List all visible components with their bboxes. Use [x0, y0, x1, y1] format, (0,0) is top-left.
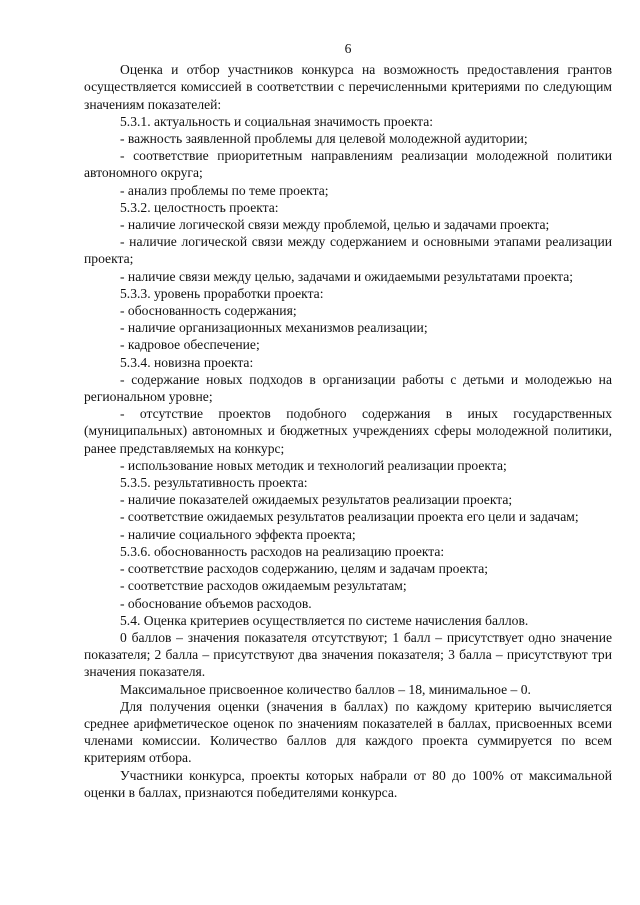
indicator-item: - анализ проблемы по теме проекта;	[120, 182, 329, 198]
criterion-heading-5-3-2: 5.3.2. целостность проекта:	[120, 199, 279, 215]
averaging-rule: Для получения оценки (значения в баллах) по каждому критерию вычисляется среднее арифметическое оценок по значениям показателей в баллах, присвоенных всеми членами комиссии. Количество баллов для каждого проекта суммируется по всем критериям отбора.	[84, 698, 612, 766]
indicator-item: - наличие организационных механизмов реализации;	[120, 320, 428, 336]
indicator-item: - обоснованность содержания;	[120, 303, 297, 319]
scoring-scale: 0 баллов – значения показателя отсутствуют; 1 балл – присутствует одно значение показателя; 2 балла – присутствуют два значения показателя; 3 балла – присутствуют три значения показателя.	[84, 629, 612, 680]
criterion-heading-5-3-6: 5.3.6. обоснованность расходов на реализацию проекта:	[120, 543, 445, 559]
indicator-item: - обоснование объемов расходов.	[120, 595, 312, 611]
indicator-item: - содержание новых подходов в организации работы с детьми и молодежью на региональном уровне;	[84, 371, 612, 405]
max-score-note: Максимальное присвоенное количество баллов – 18, минимальное – 0.	[120, 681, 531, 697]
indicator-item: - отсутствие проектов подобного содержания в иных государственных (муниципальных) автономных и бюджетных учреждениях сферы молодежной политики, ранее представляемых на конкурс;	[84, 406, 612, 456]
indicator-item: - соответствие расходов ожидаемым результатам;	[120, 578, 407, 594]
section-5-4: 5.4. Оценка критериев осуществляется по системе начисления баллов.	[120, 612, 529, 628]
criterion-heading-5-3-3: 5.3.3. уровень проработки проекта:	[120, 285, 324, 301]
indicator-item: - соответствие приоритетным направлениям реализации молодежной политики автономного округа;	[84, 148, 612, 181]
criterion-heading-5-3-5: 5.3.5. результативность проекта:	[120, 475, 308, 491]
indicator-item: - кадровое обеспечение;	[120, 337, 260, 353]
indicator-item: - наличие логической связи между содержанием и основными этапами реализации проекта;	[84, 234, 612, 267]
paragraph-intro: Оценка и отбор участников конкурса на возможность предоставления грантов осуществляется комиссией в соответствии с перечисленными критериями по следующим значениям показателей:	[84, 62, 612, 112]
indicator-item: - наличие показателей ожидаемых результатов реализации проекта;	[120, 492, 513, 508]
indicator-item: - наличие логической связи между проблемой, целью и задачами проекта;	[120, 217, 550, 233]
indicator-item: - важность заявленной проблемы для целевой молодежной аудитории;	[120, 131, 528, 147]
page-number: 6	[344, 41, 352, 56]
indicator-item: - наличие связи между целью, задачами и ожидаемыми результатами проекта;	[120, 268, 574, 284]
winners-rule: Участники конкурса, проекты которых набрали от 80 до 100% от максимальной оценки в баллах, признаются победителями конкурса.	[84, 767, 612, 800]
indicator-item: - соответствие расходов содержанию, целям и задачам проекта;	[120, 561, 489, 577]
indicator-item: - соответствие ожидаемых результатов реализации проекта его цели и задачам;	[120, 509, 579, 525]
indicator-item: - использование новых методик и технологий реализации проекта;	[120, 457, 507, 473]
indicator-item: - наличие социального эффекта проекта;	[120, 526, 356, 542]
criterion-heading-5-3-4: 5.3.4. новизна проекта:	[120, 354, 254, 370]
criterion-heading-5-3-1: 5.3.1. актуальность и социальная значимость проекта:	[120, 113, 434, 129]
